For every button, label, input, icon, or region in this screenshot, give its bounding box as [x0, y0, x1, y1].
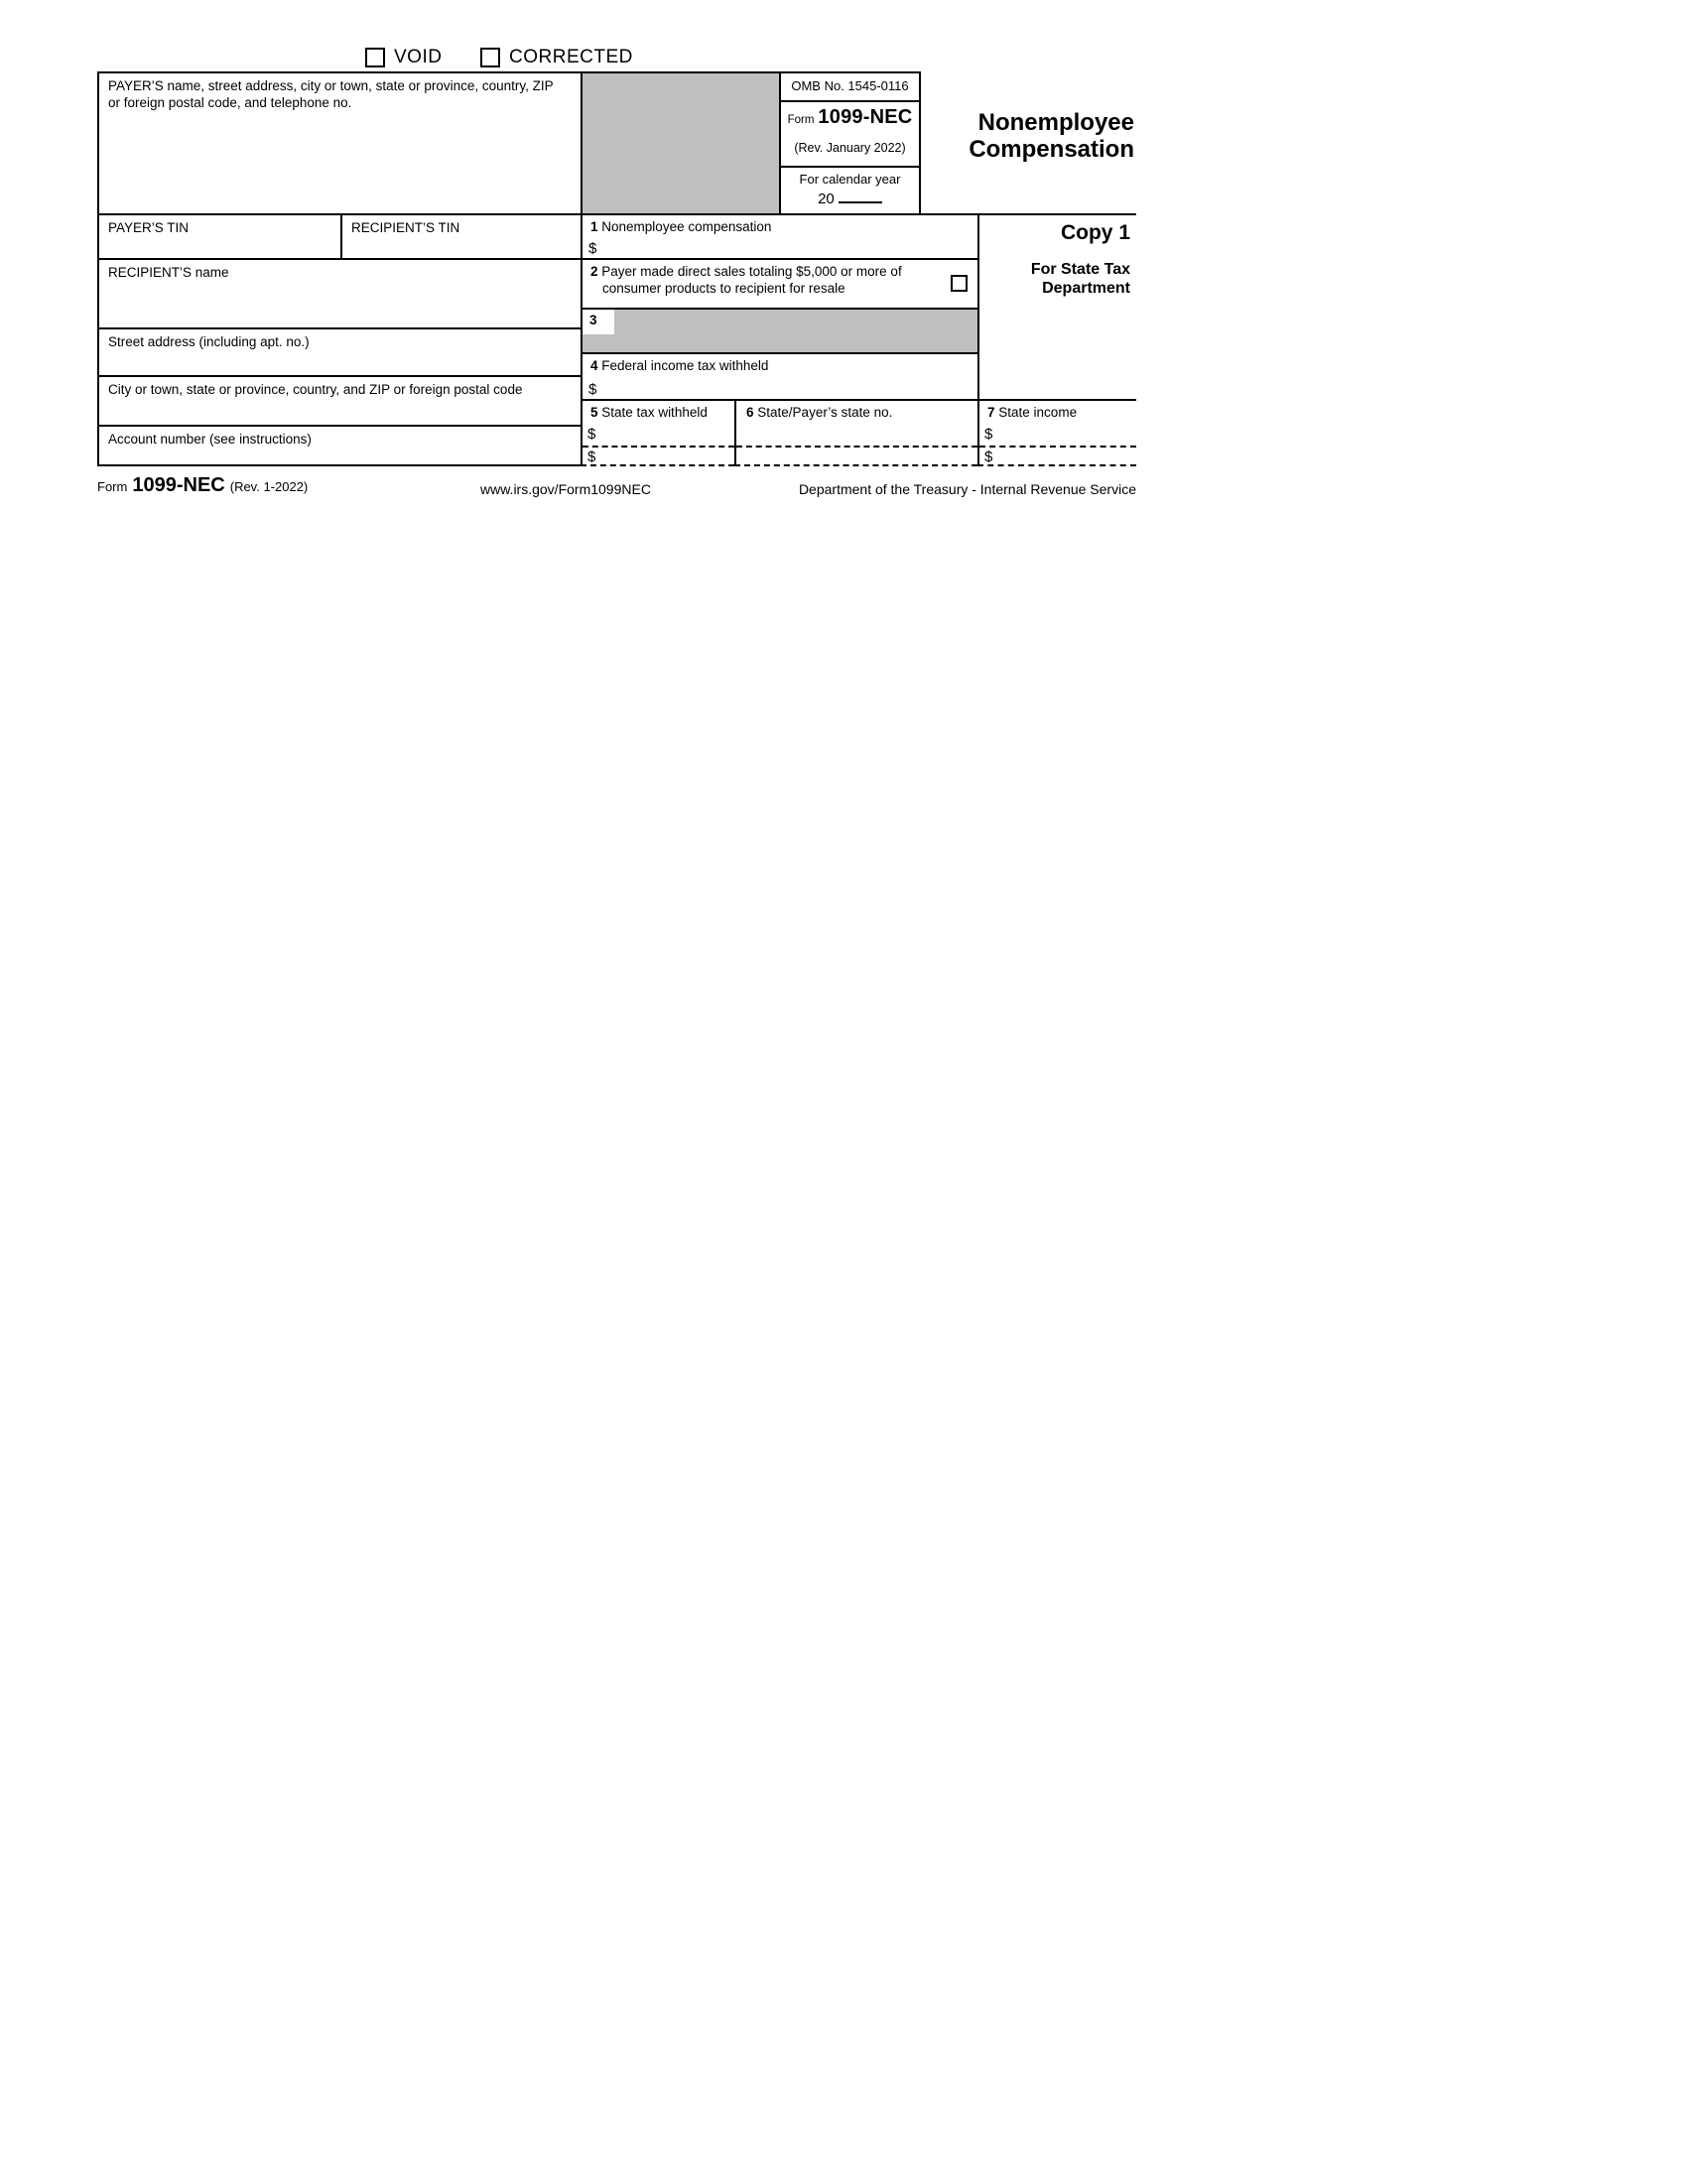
- copy-number-label: Copy 1: [1060, 221, 1130, 244]
- payer-info-label: PAYER’S name, street address, city or town, state or province, country, ZIP or foreign postal code, and telephone no.: [108, 78, 554, 110]
- footer-form-id: [97, 474, 308, 497]
- box4-dollar-sign: $: [588, 381, 597, 398]
- revision-label: (Rev. January 2022): [794, 141, 906, 155]
- payer-info-field[interactable]: [97, 71, 581, 213]
- box4-title: Federal income tax withheld: [601, 358, 769, 373]
- box2-label-line1: [590, 264, 938, 281]
- form-title-line1: Nonemployee: [977, 109, 1134, 136]
- box5-dollar-sign-1: $: [587, 426, 596, 443]
- copy-for-line1: For State Tax: [1030, 261, 1130, 278]
- box5-number: 5: [590, 405, 598, 420]
- omb-box: [779, 71, 921, 213]
- void-label: VOID: [394, 47, 443, 67]
- footer-form-word: Form: [97, 479, 128, 494]
- box1-title: Nonemployee compensation: [601, 219, 772, 234]
- box5-label: [583, 401, 734, 422]
- box4-federal-tax-withheld-field[interactable]: [581, 352, 977, 399]
- recipients-name-field[interactable]: [97, 258, 581, 327]
- box6-title: State/Payer’s state no.: [757, 405, 893, 420]
- box6-label: [736, 401, 977, 422]
- box7-dollar-sign-2: $: [984, 449, 993, 465]
- street-address-field[interactable]: [97, 327, 581, 375]
- box2-title-line1: Payer made direct sales totaling $5,000 or more of: [601, 264, 902, 279]
- street-address-label: Street address (including apt. no.): [108, 334, 310, 349]
- box5-dollar-sign-2: $: [587, 449, 596, 465]
- void-checkbox[interactable]: [365, 48, 385, 67]
- account-number-label: Account number (see instructions): [108, 432, 312, 447]
- box2-label: [583, 260, 977, 297]
- copy-column: [977, 213, 1136, 399]
- box1-dollar-sign: $: [588, 240, 597, 257]
- omb-divider-1: [781, 100, 919, 102]
- box1-label: [583, 215, 977, 236]
- account-number-field[interactable]: [97, 425, 581, 466]
- recipients-tin-field[interactable]: [340, 213, 581, 258]
- form-id-line: [781, 106, 919, 129]
- box7-label: [979, 401, 1136, 422]
- box5-title: State tax withheld: [601, 405, 708, 420]
- footer-revision: (Rev. 1-2022): [229, 479, 309, 494]
- recipients-tin-label: RECIPIENT’S TIN: [351, 220, 460, 235]
- box5-state-tax-withheld-field[interactable]: [581, 399, 734, 466]
- calendar-year-entry[interactable]: [781, 190, 919, 207]
- box7-title: State income: [998, 405, 1078, 420]
- year-prefix: 20: [818, 191, 835, 207]
- payers-tin-field[interactable]: [97, 213, 340, 258]
- box5-dashed-divider: [583, 446, 734, 448]
- box4-label: [583, 354, 977, 375]
- omb-divider-2: [781, 166, 919, 168]
- recipients-name-label: RECIPIENT’S name: [108, 265, 229, 280]
- form-word: Form: [787, 114, 815, 126]
- box6-number: 6: [746, 405, 754, 420]
- omb-number: OMB No. 1545-0116: [791, 78, 909, 93]
- box6-dashed-divider: [736, 446, 977, 448]
- box7-number: 7: [987, 405, 995, 420]
- box2-checkbox[interactable]: [951, 275, 968, 292]
- box7-state-income-field[interactable]: [977, 399, 1136, 466]
- box3-number: 3: [583, 310, 614, 334]
- box6-state-payer-number-field[interactable]: [734, 399, 977, 466]
- city-state-zip-field[interactable]: [97, 375, 581, 425]
- box2-direct-sales-field: [581, 258, 977, 308]
- form-title: [921, 71, 1134, 213]
- shaded-header-area: [581, 71, 779, 213]
- treasury-department-label: Department of the Treasury - Internal Revenue Service: [798, 481, 1136, 497]
- form-title-line2: Compensation: [969, 136, 1134, 163]
- payers-tin-label: PAYER’S TIN: [108, 220, 190, 235]
- box4-number: 4: [590, 358, 598, 373]
- form-number: 1099-NEC: [818, 106, 913, 128]
- corrected-label: CORRECTED: [509, 47, 633, 67]
- year-blank-line[interactable]: [839, 190, 882, 203]
- form-body: [97, 71, 1136, 466]
- box3-shaded-area: [581, 308, 977, 352]
- box1-number: 1: [590, 219, 598, 234]
- irs-url: www.irs.gov/Form1099NEC: [480, 481, 651, 497]
- corrected-checkbox[interactable]: [480, 48, 500, 67]
- box2-number: 2: [590, 264, 598, 279]
- box2-title-line2: consumer products to recipient for resale: [602, 280, 845, 296]
- city-state-zip-label: City or town, state or province, country, and ZIP or foreign postal code: [108, 382, 523, 397]
- box7-dollar-sign-1: $: [984, 426, 993, 443]
- footer-form-number: 1099-NEC: [132, 474, 225, 496]
- calendar-year-label: For calendar year: [799, 172, 901, 187]
- box1-nonemployee-compensation-field[interactable]: [581, 213, 977, 258]
- copy-for-line2: Department: [1042, 280, 1130, 297]
- box7-dashed-divider: [979, 446, 1136, 448]
